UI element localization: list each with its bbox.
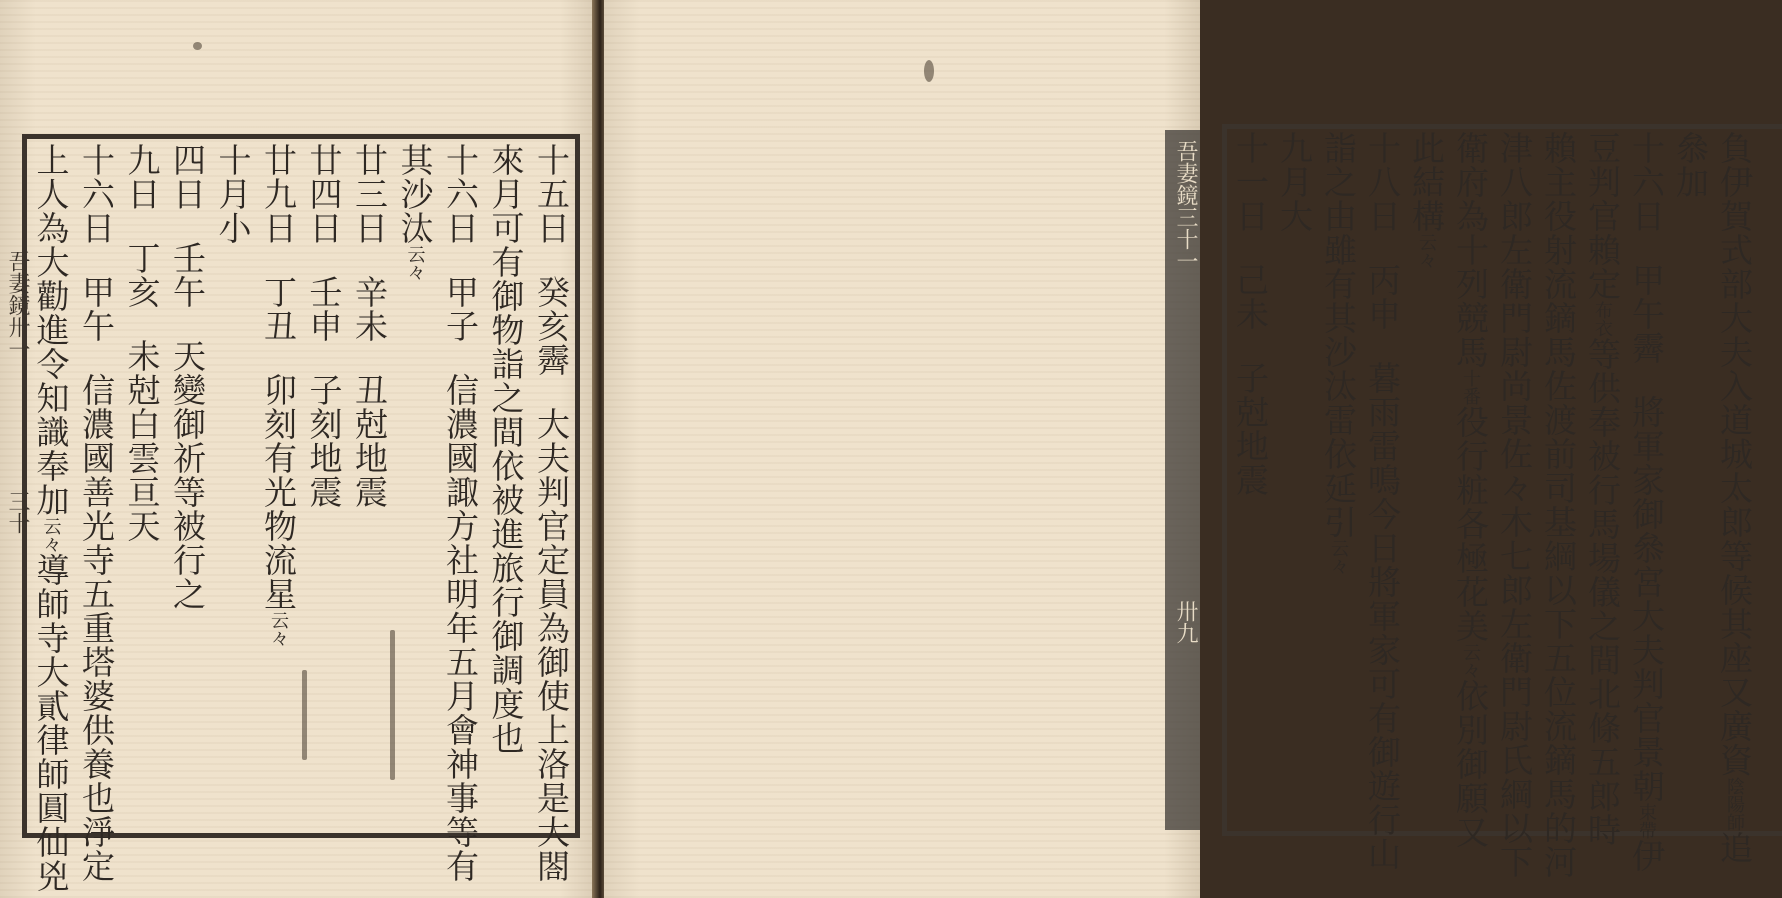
right-margin-label: 吾妻鏡三十一 xyxy=(1173,140,1198,272)
text-segment: 癸亥霽 xyxy=(532,275,571,377)
text-segment: 辛未 xyxy=(350,275,389,343)
text-segment: 未尅白雲亘天 xyxy=(122,339,162,543)
annotation-note: 布衣 xyxy=(1592,301,1613,337)
text-segment: 十五日 xyxy=(532,143,571,245)
annotation-note: 云々 xyxy=(404,245,426,281)
text-column xyxy=(1668,131,1712,199)
text-segment: 等供奉被行馬場儀之間北條五郎時 xyxy=(1583,337,1622,847)
text-segment: 津八郎左衛門尉尚景佐々木七郎左衛門尉氏綱以下 xyxy=(1495,131,1534,879)
text-segment: 甲午 xyxy=(77,275,116,343)
text-segment: 天變御祈等被行之 xyxy=(168,339,207,611)
text-segment: 十八日 xyxy=(1363,131,1402,233)
right-page xyxy=(604,0,1754,898)
text-segment: 壬申 xyxy=(304,275,344,343)
annotation-note: 十番 xyxy=(1460,369,1481,405)
annotation-note: 云々 xyxy=(1416,233,1437,269)
text-column xyxy=(438,143,482,883)
left-text-frame xyxy=(22,134,580,893)
text-column xyxy=(1536,131,1580,879)
text-column xyxy=(1624,131,1668,873)
text-segment: 豆判官賴定 xyxy=(1583,131,1622,301)
text-segment: 伊 xyxy=(1627,839,1666,873)
text-column xyxy=(484,143,528,755)
text-segment: 將軍家御叅宮大夫判官景朝 xyxy=(1627,395,1666,803)
ink-spot xyxy=(924,60,934,82)
text-segment: 暮雨雷鳴今日將軍家可有御遊行山 xyxy=(1363,361,1402,871)
text-column xyxy=(347,143,391,509)
text-segment: 大夫判官定員為御使上洛是大閤 xyxy=(532,407,571,883)
text-segment: 十六日 xyxy=(77,143,116,245)
text-column xyxy=(29,143,73,893)
left-margin-label: 吾妻鏡卅一 xyxy=(5,250,30,360)
text-segment: 追 xyxy=(1715,831,1754,865)
text-segment: 賴主役射流鏑馬佐渡前司基綱以下五位流鏑馬的河 xyxy=(1539,131,1578,879)
annotation-note: 云々 xyxy=(40,517,62,553)
right-text-frame xyxy=(1222,124,1782,879)
text-segment: 卯刻有光物流星 xyxy=(259,373,298,611)
text-segment: 役行粧各極花美 xyxy=(1451,405,1490,643)
text-segment: 信濃國善光寺五重塔婆供養也淨定 xyxy=(77,373,116,883)
text-segment: 負伊賀式部大夫入道城太郎等候其座又廣資 xyxy=(1715,131,1754,777)
text-segment: 廿三日 xyxy=(350,143,389,245)
right-margin-page: 卅九 xyxy=(1173,600,1198,644)
text-segment: 子尅地震 xyxy=(1231,361,1270,497)
text-segment: 子刻地震 xyxy=(304,373,344,509)
text-segment: 此結構 xyxy=(1407,131,1446,233)
text-column xyxy=(393,143,437,281)
text-column xyxy=(1272,131,1316,233)
text-column xyxy=(1360,131,1404,871)
text-segment: 十六日 xyxy=(441,143,480,245)
text-segment: 己未 xyxy=(1231,263,1270,331)
text-column xyxy=(120,143,164,543)
text-column xyxy=(74,143,118,883)
text-column xyxy=(1404,131,1448,269)
annotation-note: 陰陽師 xyxy=(1724,777,1745,831)
text-segment: 其沙汰 xyxy=(395,143,435,245)
text-segment: 信濃國諏方社明年五月會神事等有 xyxy=(441,373,480,883)
ink-spot xyxy=(390,630,395,780)
text-segment: 九月大 xyxy=(1275,131,1314,233)
annotation-note: 云々 xyxy=(1460,643,1481,679)
ink-spot xyxy=(302,670,307,760)
annotation-note: 束帶 xyxy=(1636,803,1657,839)
annotation-note: 云々 xyxy=(1328,539,1349,575)
ink-spot xyxy=(193,42,202,50)
text-segment: 四日 xyxy=(168,143,207,211)
text-column xyxy=(1492,131,1536,879)
text-column xyxy=(1316,131,1360,575)
text-segment: 導師寺大貳律師圓仙兇 xyxy=(31,553,71,893)
text-segment: 依別御願又 xyxy=(1451,679,1490,849)
text-segment: 丑尅地震 xyxy=(350,373,389,509)
text-segment: 廿九日 xyxy=(259,143,298,245)
text-segment: 衛府為十列競馬 xyxy=(1451,131,1490,369)
text-segment: 甲子 xyxy=(441,275,480,343)
left-margin-page: 三十 xyxy=(5,490,30,534)
text-column xyxy=(1228,131,1272,497)
left-page xyxy=(0,0,596,898)
text-column xyxy=(211,143,255,245)
text-segment: 丙申 xyxy=(1363,263,1402,331)
text-segment: 叅加 xyxy=(1671,131,1710,199)
text-segment: 九日 xyxy=(122,143,162,211)
text-segment: 十一日 xyxy=(1231,131,1270,233)
text-segment: 丁丑 xyxy=(259,275,298,343)
text-segment: 甲午霽 xyxy=(1627,263,1666,365)
text-segment: 上人為大勸進令知識奉加 xyxy=(31,143,71,517)
text-segment: 來月可有御物詣之間依被進旅行御調度也 xyxy=(486,143,526,755)
text-column xyxy=(1580,131,1624,847)
text-column xyxy=(1712,131,1756,865)
text-column xyxy=(165,143,209,611)
text-segment: 丁亥 xyxy=(122,241,162,309)
text-segment: 十六日 xyxy=(1627,131,1666,233)
text-segment: 詣之由雖有其沙汰雷依延引 xyxy=(1319,131,1358,539)
text-column xyxy=(256,143,300,647)
text-column xyxy=(302,143,346,509)
annotation-note: 云々 xyxy=(268,611,289,647)
text-segment: 壬午 xyxy=(168,241,207,309)
text-segment: 十月小 xyxy=(213,143,253,245)
text-segment: 廿四日 xyxy=(304,143,344,245)
text-column xyxy=(529,143,573,883)
text-column xyxy=(1448,131,1492,849)
